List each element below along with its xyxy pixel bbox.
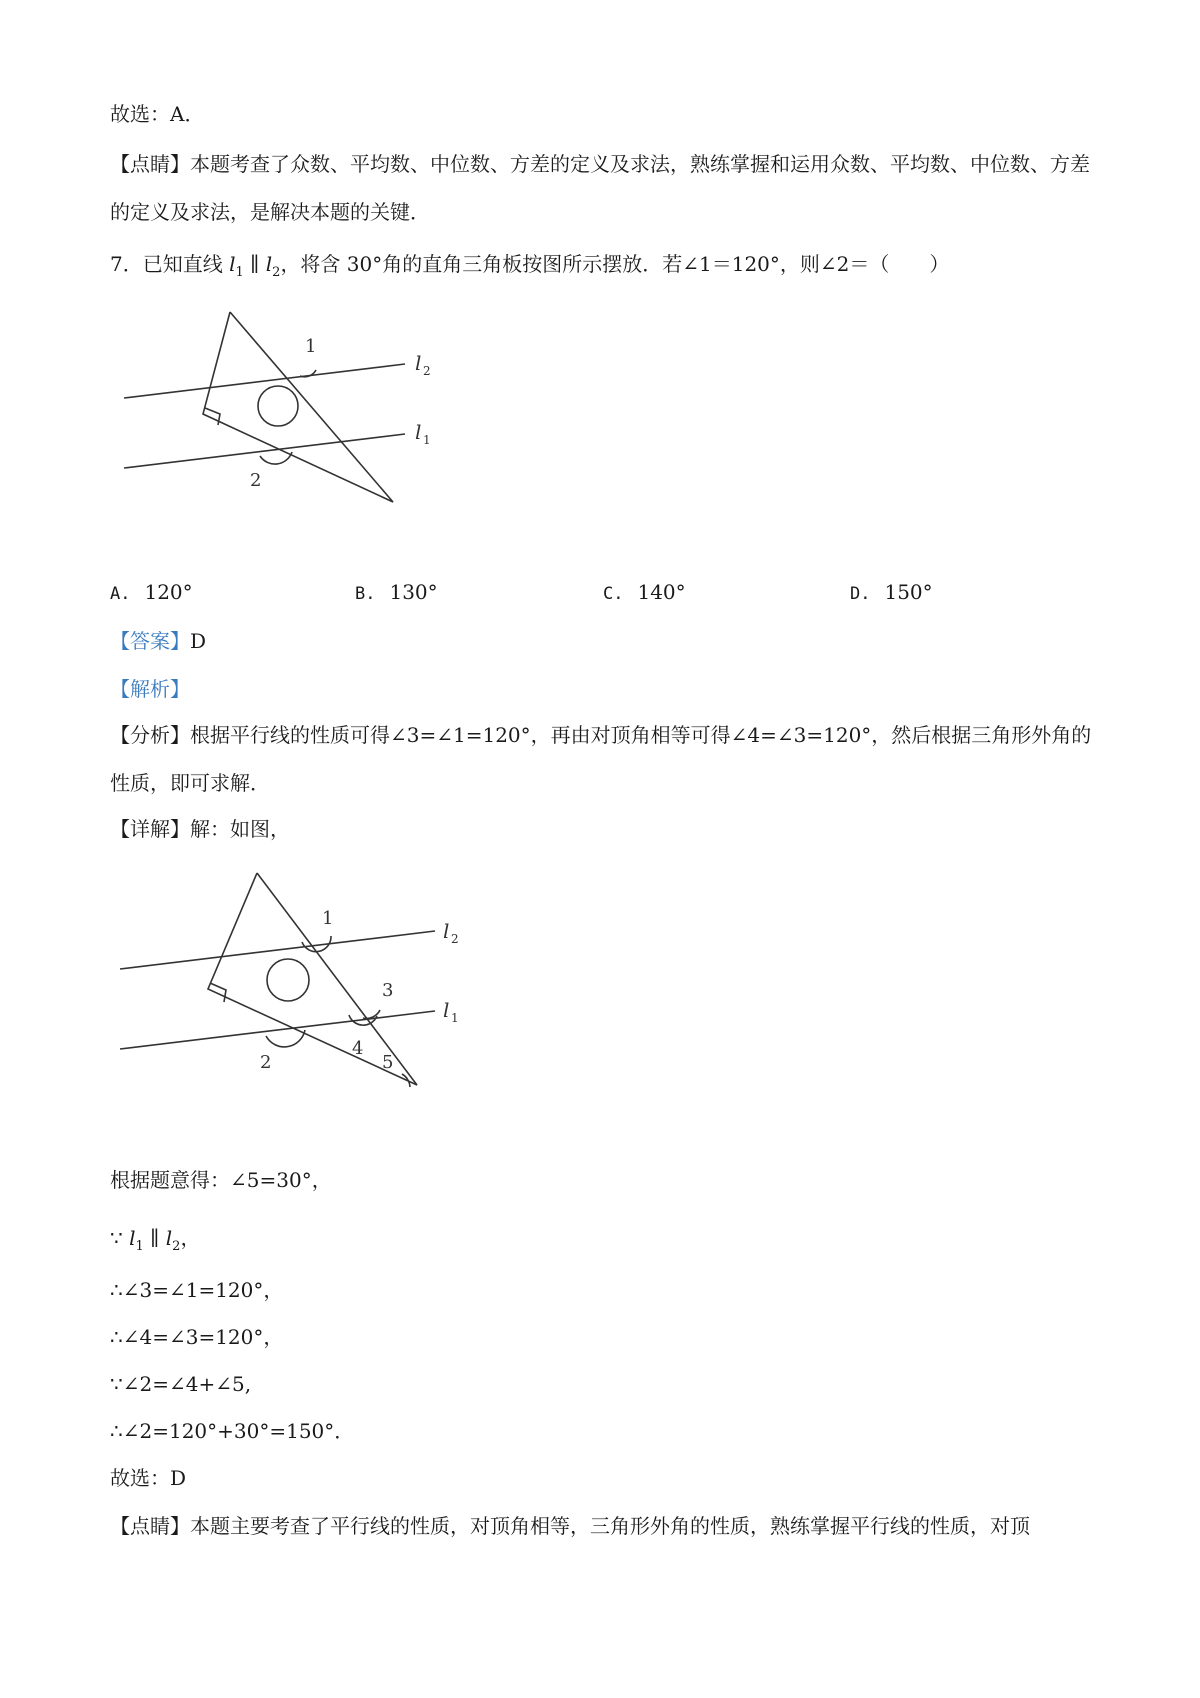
angle-2-label: 2 — [260, 1052, 272, 1073]
line-label-l1: l — [415, 420, 422, 444]
question-text-a: 已知直线 — [142, 252, 223, 276]
step-2: ∵ $l_1$ ∥ $l_2$， — [110, 1226, 201, 1254]
answer-value: D — [190, 629, 207, 653]
line-l1 — [120, 1011, 435, 1049]
angle-1-label: 1 — [305, 336, 317, 357]
parallel-sign: ∥ — [150, 1226, 160, 1250]
symbol-l: l — [129, 1226, 136, 1250]
symbol-sub: 2 — [272, 265, 281, 280]
option-a: A. 120° — [110, 580, 193, 604]
answer-tag: 【答案】 — [110, 629, 190, 653]
symbol-l: l — [265, 252, 273, 276]
analysis-tag: 【解析】 — [110, 677, 190, 701]
line-label-l2-sub: 2 — [451, 932, 459, 946]
step-1: 根据题意得：∠5=30°， — [110, 1168, 332, 1192]
step-5: ∵∠2=∠4+∠5, — [110, 1372, 252, 1396]
option-d: D. 150° — [850, 580, 933, 604]
text-choose-a: 故选：A． — [110, 102, 205, 126]
right-angle-mark — [210, 983, 226, 1002]
angle-3-label: 3 — [382, 980, 394, 1001]
step-7: 故选：D — [110, 1466, 187, 1490]
symbol-l: l — [165, 1226, 173, 1250]
line-label-l2: l — [443, 919, 450, 943]
symbol-sub: 1 — [235, 265, 244, 280]
comment-paragraph-1: 【点睛】本题考查了众数、平均数、中位数、方差的定义及求法，熟练掌握和运用众数、平均数、中位数、方差的定义及求法，是解决本题的关键． — [110, 152, 1090, 224]
line-label-l2-sub: 2 — [423, 364, 431, 378]
line-label-l1-sub: 1 — [423, 433, 431, 447]
line-l2 — [120, 931, 435, 969]
parallel-sign: ∥ — [250, 252, 260, 276]
option-c: C. 140° — [603, 580, 686, 604]
step-3: ∴∠3=∠1=120°， — [110, 1278, 284, 1302]
step-4: ∴∠4=∠3=120°， — [110, 1325, 284, 1349]
hole-circle — [267, 959, 309, 1001]
option-b: B. 130° — [355, 580, 438, 604]
angle-2-arc — [266, 1030, 305, 1047]
question-text-b: ，将含 30°角的直角三角板按图所示摆放．若∠1＝120°，则∠2＝（ ） — [280, 252, 950, 276]
solution-intro: 【详解】解：如图， — [110, 817, 290, 841]
symbol-l: l — [229, 252, 236, 276]
comment-paragraph-2: 【点睛】本题主要考查了平行线的性质，对顶角相等，三角形外角的性质，熟练掌握平行线的性质，对顶 — [110, 1514, 1030, 1538]
line-label-l2: l — [415, 351, 422, 375]
angle-2-label: 2 — [250, 470, 262, 491]
analysis-paragraph: 【分析】根据平行线的性质可得∠3=∠1=120°，再由对顶角相等可得∠4=∠3=120°，然后根据三角形外角的性质，即可求解． — [110, 723, 1092, 795]
angle-5-label: 5 — [382, 1052, 394, 1073]
angle-4-label: 4 — [352, 1038, 364, 1059]
angle-1-label: 1 — [322, 908, 334, 929]
line-label-l1: l — [443, 998, 450, 1022]
question-number: 7． — [110, 252, 143, 276]
step-6: ∴∠2=120°+30°=150°． — [110, 1419, 355, 1443]
line-label-l1-sub: 1 — [451, 1011, 459, 1025]
